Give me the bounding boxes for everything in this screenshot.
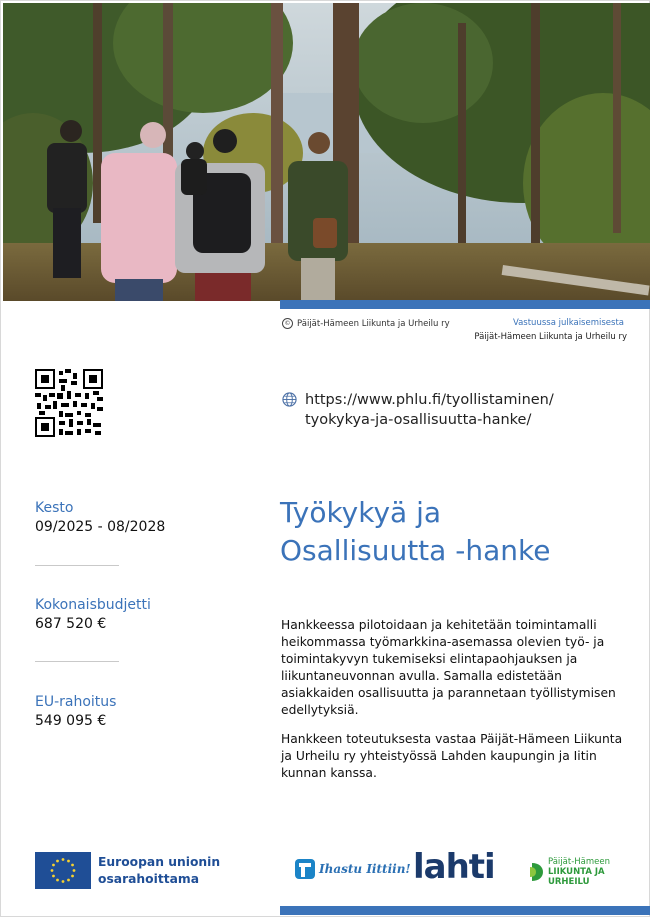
- phlu-mark-icon: [529, 861, 545, 883]
- eu-star: [52, 875, 55, 878]
- eu-star: [71, 864, 74, 867]
- project-title-line2: Osallisuutta -hanke: [280, 534, 551, 567]
- eu-star: [56, 860, 59, 863]
- project-title: [280, 494, 620, 570]
- eu-star: [52, 864, 55, 867]
- iitti-mark-icon: [294, 857, 316, 881]
- fact-label-duration: Kesto: [35, 500, 74, 516]
- eu-star: [62, 858, 65, 861]
- divider: [35, 565, 119, 566]
- phlu-logo-line1: Päijät-Hämeen: [547, 857, 610, 867]
- project-url[interactable]: [305, 390, 554, 430]
- iitti-logo-text: Ihastu Iittiin!: [319, 862, 411, 876]
- phlu-logo: [529, 857, 649, 887]
- fact-value-budget: 687 520 €: [35, 616, 107, 632]
- globe-icon: [282, 392, 297, 407]
- hero-photo: [3, 3, 650, 301]
- project-url-line2[interactable]: tyokykya-ja-osallisuutta-hanke/: [305, 412, 532, 428]
- photo-credit-text: Päijät-Hämeen Liikunta ja Urheilu ry: [297, 319, 450, 329]
- photo-credit: [282, 318, 450, 329]
- fact-value-duration: 09/2025 - 08/2028: [35, 519, 166, 535]
- accent-bar-bottom: [280, 906, 650, 915]
- fact-label-budget: Kokonaisbudjetti: [35, 597, 151, 613]
- project-url-line1[interactable]: https://www.phlu.fi/tyollistaminen/: [305, 392, 554, 408]
- eu-cofunded-line1: Euroopan unionin: [98, 855, 221, 869]
- phlu-logo-line2: LIIKUNTA JA URHEILU: [547, 867, 605, 887]
- eu-star: [62, 880, 65, 883]
- copyright-icon: ©: [282, 318, 293, 329]
- eu-star: [56, 879, 59, 882]
- eu-cofunded-text: [98, 854, 220, 888]
- eu-star: [73, 869, 76, 872]
- qr-code: [35, 369, 103, 437]
- eu-cofunded-line2: osarahoittama: [98, 872, 200, 886]
- fact-label-eu-funding: EU-rahoitus: [35, 694, 117, 710]
- responsible-org: Päijät-Hämeen Liikunta ja Urheilu ry: [474, 332, 627, 342]
- accent-bar-top: [280, 300, 650, 309]
- project-title-line1: Työkykyä ja: [280, 496, 442, 529]
- iitti-logo: [294, 856, 411, 882]
- eu-star: [67, 879, 70, 882]
- eu-star: [51, 869, 54, 872]
- lahti-logo: lahti: [413, 847, 495, 887]
- eu-star: [71, 875, 74, 878]
- eu-star: [67, 860, 70, 863]
- responsible-label: Vastuussa julkaisemisesta: [512, 318, 624, 328]
- divider: [35, 661, 119, 662]
- eu-flag-icon: [35, 852, 91, 889]
- description-paragraph-2: Hankkeen toteutuksesta vastaa Päijät-Hämeen Liikunta ja Urheilu ry yhteistyössä Lahden kaupungin ja Iitin kunnan kanssa.: [281, 732, 623, 780]
- description-paragraph-1: Hankkeessa pilotoidaan ja kehitetään toimintamalli heikommassa työmarkkina-asemassa olevien työ- ja toimintakyvyn tukemiseksi elintapaohjauksen ja liikuntaneuvonnan avulla. Samalla edistetään asiakkaiden osallisuutta ja parannetaan työllistymisen edellytyksiä.: [281, 618, 616, 717]
- fact-value-eu-funding: 549 095 €: [35, 713, 107, 729]
